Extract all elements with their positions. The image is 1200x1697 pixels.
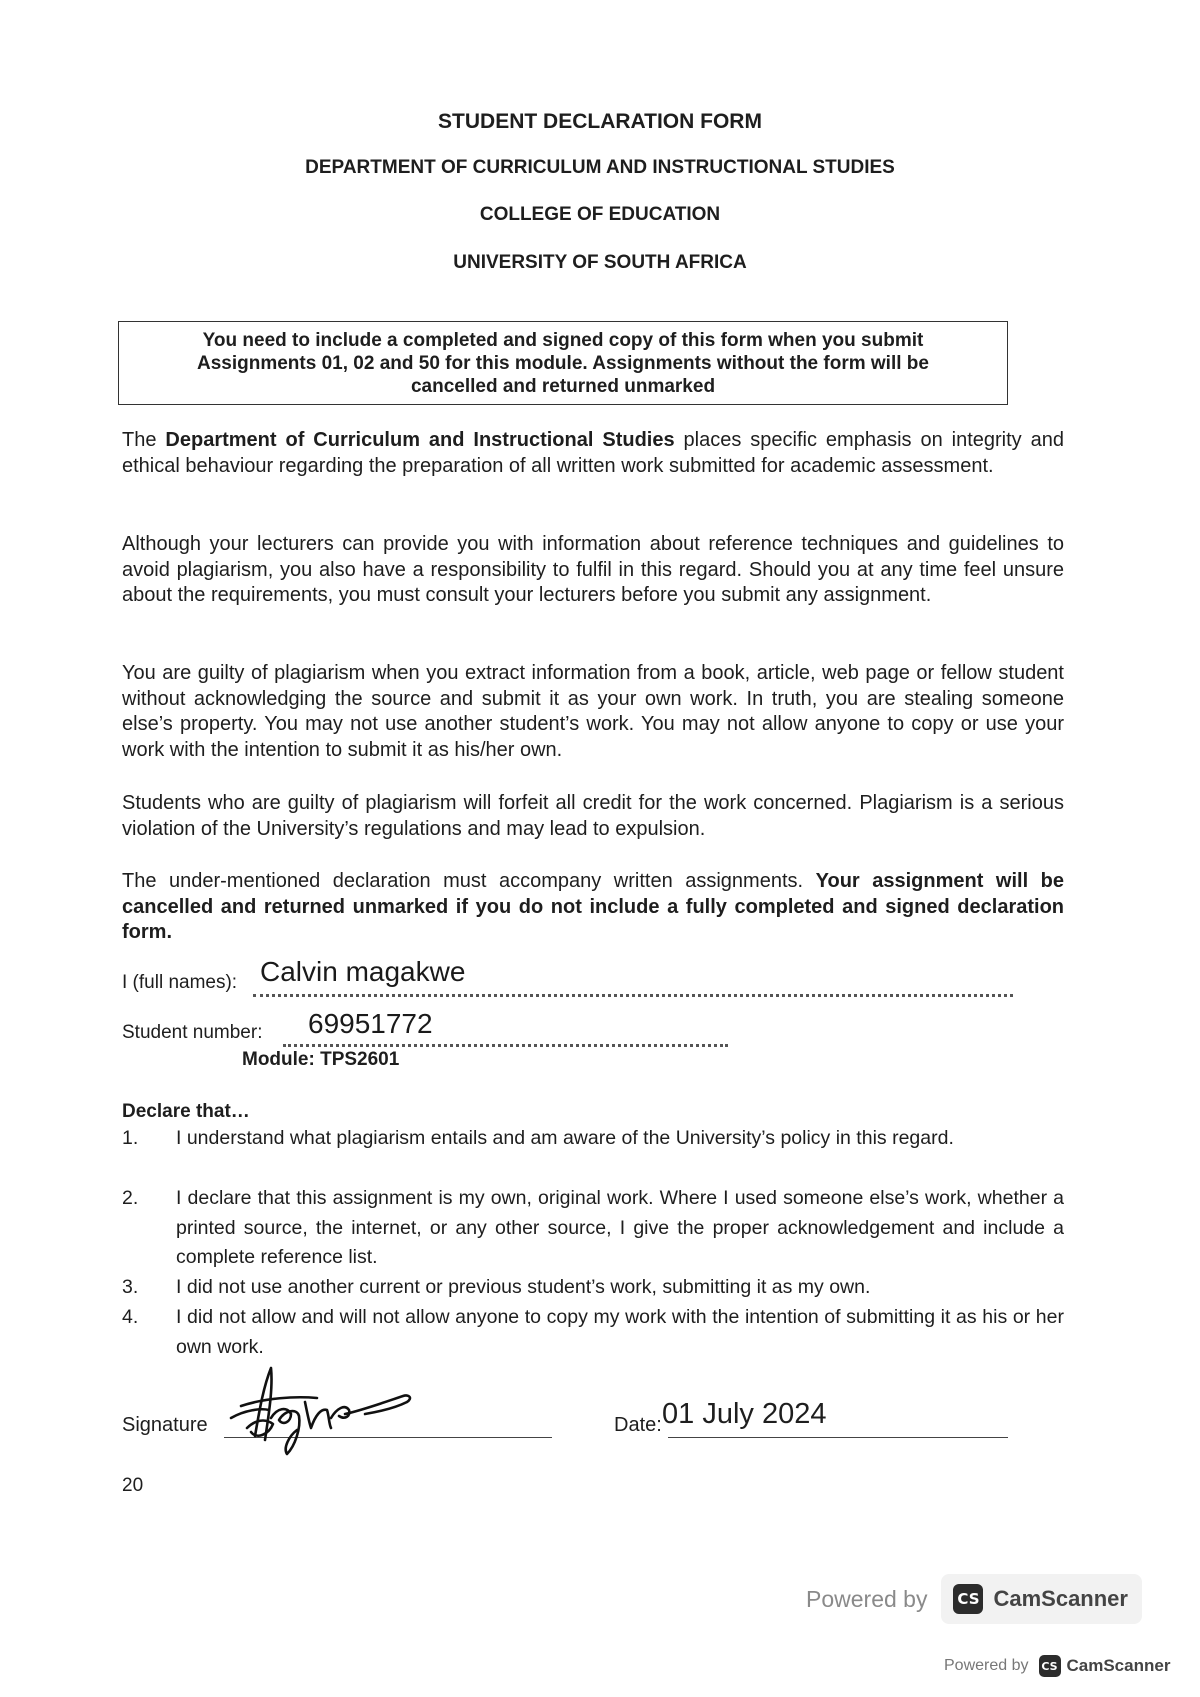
paragraph-declaration-required: [122, 869, 1064, 946]
camscanner-brand: CamScanner: [1066, 1656, 1171, 1675]
form-title: STUDENT DECLARATION FORM: [438, 110, 762, 133]
declaration-item-text: I did not allow and will not allow anyone to copy my work with the intention of submitting it as his or her own work.: [176, 1306, 1064, 1358]
paragraph-integrity-bold: Department of Curriculum and Instructional Studies: [165, 429, 675, 451]
camscanner-watermark-large: [806, 1574, 1142, 1624]
submission-notice-text: You need to include a completed and signed copy of this form when you submit Assignments 01, 02 and 50 for this module. Assignments without the form will be cancelled and returned unmarked: [197, 329, 929, 397]
camscanner-brand: CamScanner: [993, 1586, 1128, 1611]
declaration-item-number: 1.: [122, 1127, 139, 1149]
powered-by-text: Powered by: [944, 1657, 1029, 1674]
date-label: Date:: [614, 1414, 662, 1436]
paragraph-consequences: Students who are guilty of plagiarism will forfeit all credit for the work concerned. Plagiarism is a serious violation of the University’s regulations and may lead to expulsion.: [122, 792, 1064, 840]
date-value[interactable]: 01 July 2024: [662, 1398, 827, 1430]
paragraph-declaration-pre: The under-mentioned declaration must accompany written assignments.: [122, 870, 816, 892]
paragraph-declaration-bold: Your assignment will be cancelled and returned unmarked if you do not include a fully completed and signed declaration form.: [122, 870, 1065, 943]
paragraph-plagiarism-definition: You are guilty of plagiarism when you extract information from a book, article, web page or fellow student without acknowledging the source and submit it as your own work. In truth, you are stealing someone else’s property. You may not use another student’s work. You may not allow anyone to copy or use your work with the intention to submit it as his/her own.: [122, 662, 1064, 761]
declaration-item-text: I declare that this assignment is my own, original work. Where I used someone else’s work, whether a printed source, the internet, or any other source, I give the proper acknowledgement and include a complete reference list.: [176, 1187, 1064, 1268]
declaration-item-number: 3.: [122, 1276, 139, 1298]
declaration-item-text: I did not use another current or previous student’s work, submitting it as my own.: [176, 1276, 871, 1298]
declaration-item-text: I understand what plagiarism entails and am aware of the University’s policy in this regard.: [176, 1127, 954, 1149]
date-line: [668, 1437, 1008, 1438]
paragraph-responsibility: Although your lecturers can provide you with information about reference techniques and guidelines to avoid plagiarism, you also have a responsibility to fulfil in this regard. Should you at any time feel unsure about the requirements, you must consult your lecturers before you submit any assignment.: [122, 533, 1064, 606]
full-names-label: I (full names):: [122, 972, 238, 993]
handwritten-signature: [225, 1358, 445, 1458]
signature-label: Signature: [122, 1414, 208, 1436]
module-code: Module: TPS2601: [242, 1049, 400, 1070]
powered-by-text: Powered by: [806, 1585, 928, 1612]
paragraph-integrity-post: places specific emphasis on integrity and ethical behaviour regarding the preparation of all written work submitted for academic assessment.: [122, 429, 1064, 477]
submission-notice-box: [118, 321, 1008, 405]
paragraph-integrity: [122, 428, 1064, 479]
full-names-value[interactable]: Calvin magakwe: [260, 956, 466, 987]
camscanner-icon: CS: [1039, 1655, 1061, 1677]
student-number-value[interactable]: 69951772: [308, 1008, 433, 1039]
declaration-item-number: 4.: [122, 1306, 139, 1328]
department-heading: DEPARTMENT OF CURRICULUM AND INSTRUCTIONAL STUDIES: [305, 157, 895, 178]
camscanner-watermark-small: [944, 1655, 1170, 1677]
camscanner-badge: [941, 1574, 1142, 1624]
camscanner-icon: CS: [953, 1584, 983, 1614]
declare-heading: Declare that…: [122, 1101, 250, 1122]
page-number: 20: [122, 1475, 144, 1496]
university-heading: UNIVERSITY OF SOUTH AFRICA: [453, 252, 747, 273]
paragraph-integrity-pre: The: [122, 429, 166, 451]
student-number-label: Student number:: [122, 1022, 263, 1043]
declaration-item-number: 2.: [122, 1187, 139, 1209]
college-heading: COLLEGE OF EDUCATION: [479, 204, 721, 225]
